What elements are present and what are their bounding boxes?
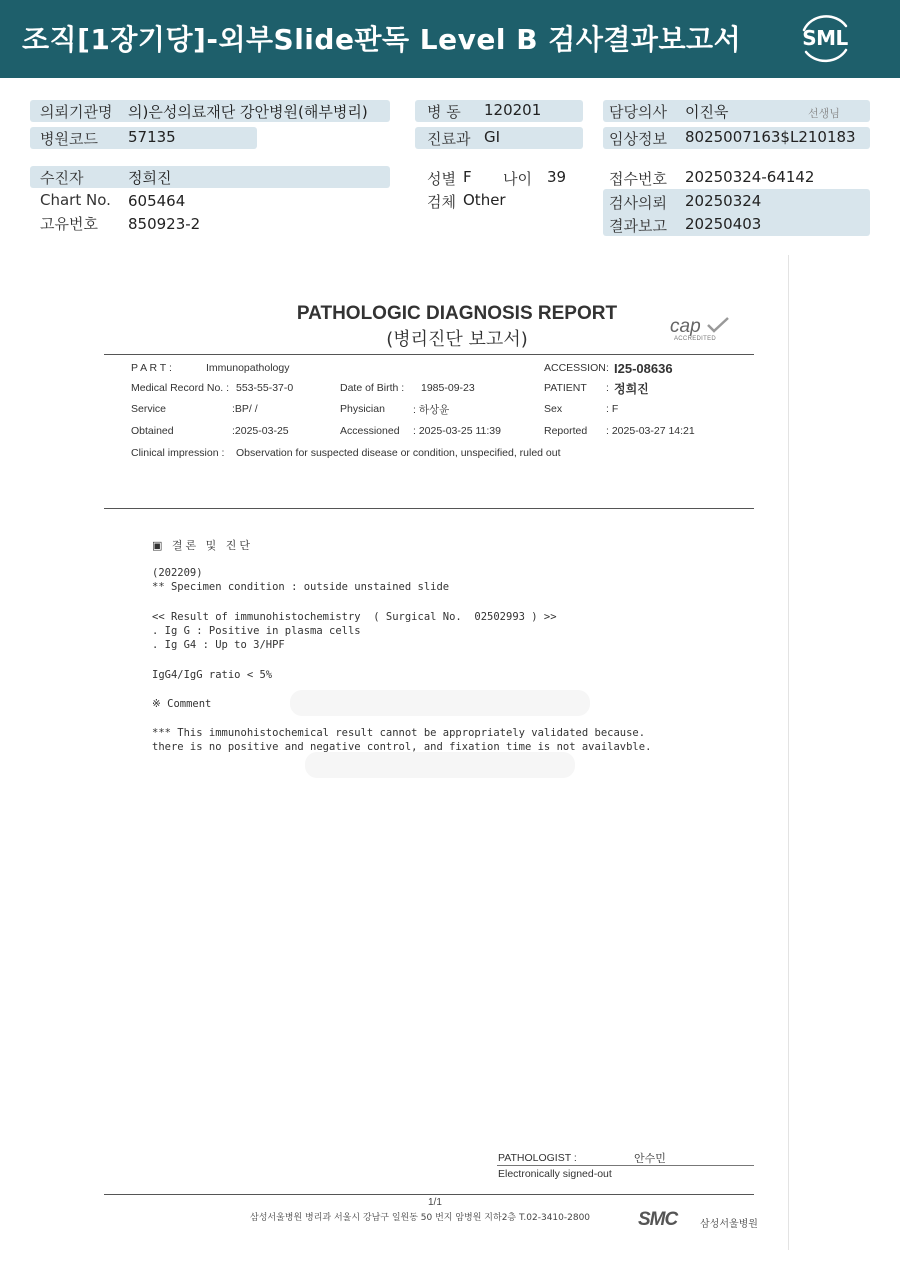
result-label: 결과보고	[609, 217, 667, 235]
reported-label: Reported	[544, 425, 588, 437]
specimen-value: Other	[463, 191, 506, 209]
ihc-result-text: << Result of immunohistochemistry ( Surgical No. 02502993 ) >> . Ig G : Positive in plasma cells . Ig G4 : Up to 3/HPF	[152, 611, 557, 651]
clinical-label: 임상정보	[609, 130, 667, 148]
pathology-report-title: PATHOLOGIC DIAGNOSIS REPORT	[296, 303, 618, 324]
accessioned-label: Accessioned	[340, 425, 400, 437]
mrn-label: Medical Record No. :	[131, 382, 230, 394]
report-sex-label: Sex	[544, 403, 563, 415]
receipt-label: 접수번호	[609, 170, 667, 188]
accession-value: I25-08636	[614, 361, 673, 376]
obtained-label: Obtained	[131, 425, 174, 437]
accession-colon: :	[606, 362, 609, 374]
report-title: 조직[1장기당]-외부Slide판독 Level B 검사결과보고서	[22, 23, 742, 56]
accession-label: ACCESSION	[544, 362, 606, 374]
header-divider	[104, 354, 754, 355]
clinical-value: 8025007163$L210183	[685, 128, 856, 146]
report-patient-label: PATIENT	[544, 382, 587, 394]
request-label: 검사의뢰	[609, 194, 667, 212]
obtained-value: :2025-03-25	[232, 425, 289, 437]
diagnosis-section-title: ▣ 결론 및 진단	[152, 539, 254, 552]
service-value: :BP/ /	[232, 403, 258, 415]
unique-label: 고유번호	[40, 215, 98, 233]
header-bar	[0, 0, 900, 78]
chart-value: 605464	[128, 192, 186, 210]
smc-logo: SMC	[638, 1209, 678, 1230]
physician-value: : 하상윤	[413, 404, 450, 416]
pathology-report-subtitle: (병리진단 보고서)	[386, 329, 528, 350]
footer-address: 삼성서울병원 병리과 서울시 강남구 일원동 50 번지 암병원 지하2층 T.02-3410-2800	[250, 1213, 591, 1223]
scan-smudge	[290, 690, 590, 716]
clinical-impression-label: Clinical impression :	[131, 447, 225, 459]
age-value: 39	[547, 168, 567, 186]
sex-value: F	[463, 168, 472, 186]
patient-label: 수진자	[40, 169, 84, 187]
hospital-code-label: 병원코드	[40, 130, 98, 148]
patient-value: 정희진	[128, 169, 172, 187]
scan-smudge	[305, 752, 575, 778]
ward-label: 병 동	[427, 103, 461, 121]
meta-divider	[104, 508, 754, 509]
dob-label: Date of Birth :	[340, 382, 405, 394]
ward-value: 120201	[484, 101, 542, 119]
comment-heading: ※ Comment	[152, 698, 212, 710]
dob-value: 1985-09-23	[421, 382, 475, 394]
doctor-value: 이진욱	[685, 103, 729, 121]
checkmark-icon	[706, 316, 730, 334]
physician-label: Physician	[340, 403, 385, 415]
client-org-label: 의뢰기관명	[40, 103, 113, 121]
smc-hospital-name: 삼성서울병원	[700, 1219, 758, 1230]
client-org-value: 의)은성의료재단 강안병원(해부병리)	[128, 103, 368, 121]
accessioned-value: : 2025-03-25 11:39	[413, 425, 501, 437]
doctor-label: 담당의사	[609, 103, 667, 121]
report-patient-colon: :	[606, 382, 609, 394]
reported-value: : 2025-03-27 14:21	[606, 425, 695, 437]
cap-logo-subtext: ACCREDITED	[674, 336, 717, 342]
request-value: 20250324	[685, 192, 762, 210]
chart-label: Chart No.	[40, 191, 111, 209]
specimen-condition-text: (202209) ** Specimen condition : outside unstained slide	[152, 567, 450, 593]
scan-edge-line	[788, 255, 789, 1250]
ratio-text: IgG4/IgG ratio < 5%	[152, 669, 273, 681]
pathologist-name: 안수민	[634, 1152, 666, 1165]
footer-divider	[104, 1194, 754, 1195]
receipt-value: 20250324-64142	[685, 168, 815, 186]
age-label: 나이	[503, 170, 532, 188]
signed-out-note: Electronically signed-out	[498, 1168, 612, 1180]
doctor-suffix: 선생님	[808, 107, 840, 120]
shade-patient	[30, 166, 390, 188]
dept-value: GI	[484, 128, 501, 146]
sml-logo	[796, 12, 854, 66]
part-label: P A R T :	[131, 362, 172, 374]
signature-line	[497, 1165, 754, 1166]
mrn-value: 553-55-37-0	[236, 382, 294, 394]
specimen-label: 검체	[427, 193, 456, 211]
service-label: Service	[131, 403, 167, 415]
clinical-impression-value: Observation for suspected disease or condition, unspecified, ruled out	[236, 447, 561, 459]
part-value: Immunopathology	[206, 362, 290, 374]
sml-logo-text: SML	[802, 26, 848, 50]
page-number: 1/1	[428, 1197, 442, 1208]
report-sex-value: : F	[606, 403, 619, 415]
pathologist-label: PATHOLOGIST :	[498, 1152, 577, 1164]
sex-label: 성별	[427, 170, 456, 188]
hospital-code-value: 57135	[128, 128, 176, 146]
dept-label: 진료과	[427, 130, 471, 148]
result-value: 20250403	[685, 215, 762, 233]
cap-accredited-logo	[668, 314, 732, 346]
cap-logo-text: cap	[670, 316, 701, 337]
comment-text: *** This immunohistochemical result cannot be appropriately validated because. there is no positive and negative control, and fixation time is not availavble.	[152, 727, 652, 753]
report-patient-value: 정희진	[614, 382, 649, 396]
unique-value: 850923-2	[128, 215, 201, 233]
